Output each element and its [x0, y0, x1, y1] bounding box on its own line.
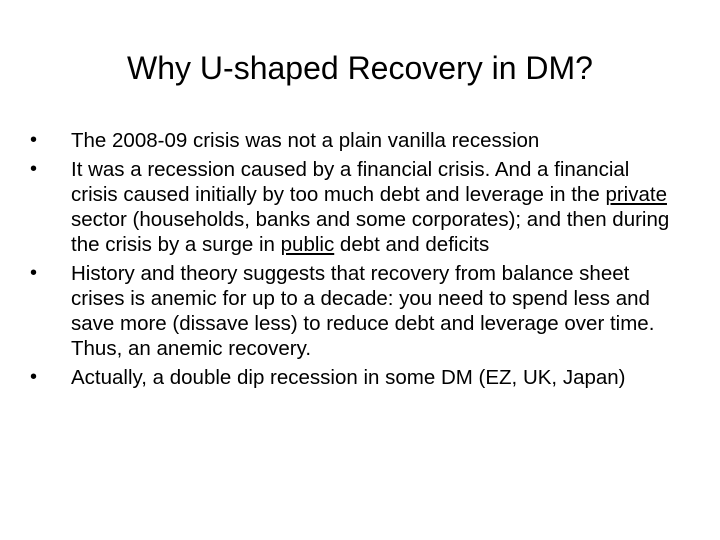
bullet-item-3 [30, 261, 680, 361]
bullet-text-4: Actually, a double dip recession in some DM (EZ, UK, Japan) [71, 366, 626, 389]
bullet-text-2-part-3: debt and deficits [334, 233, 490, 256]
bullet-text-2-part-2: sector (households, banks and some corporates); and then during the crisis by a surge in [71, 208, 670, 256]
bullet-icon: • [30, 158, 38, 180]
slide-title: Why U-shaped Recovery in DM? [127, 50, 593, 86]
bullet-list [30, 128, 680, 394]
bullet-text-1: The 2008-09 crisis was not a plain vanilla recession [71, 129, 540, 152]
bullet-icon: • [30, 262, 38, 284]
bullet-icon: • [30, 129, 38, 151]
public-underlined-word: public [280, 233, 335, 256]
bullet-item-1 [30, 128, 680, 153]
private-underlined-word: private [605, 183, 667, 206]
bullet-item-4 [30, 365, 680, 390]
bullet-item-2 [30, 157, 680, 257]
bullet-icon: • [30, 366, 38, 388]
bullet-text-2-part-1: It was a recession caused by a financial crisis. And a financial crisis caused initially by too much debt and leverage in the [71, 158, 630, 206]
bullet-text-3: History and theory suggests that recovery from balance sheet crises is anemic for up to a decade: you need to spend less and save more (dissave less) to reduce debt and leverage over time. Thus, an anemic recovery. [71, 262, 655, 360]
